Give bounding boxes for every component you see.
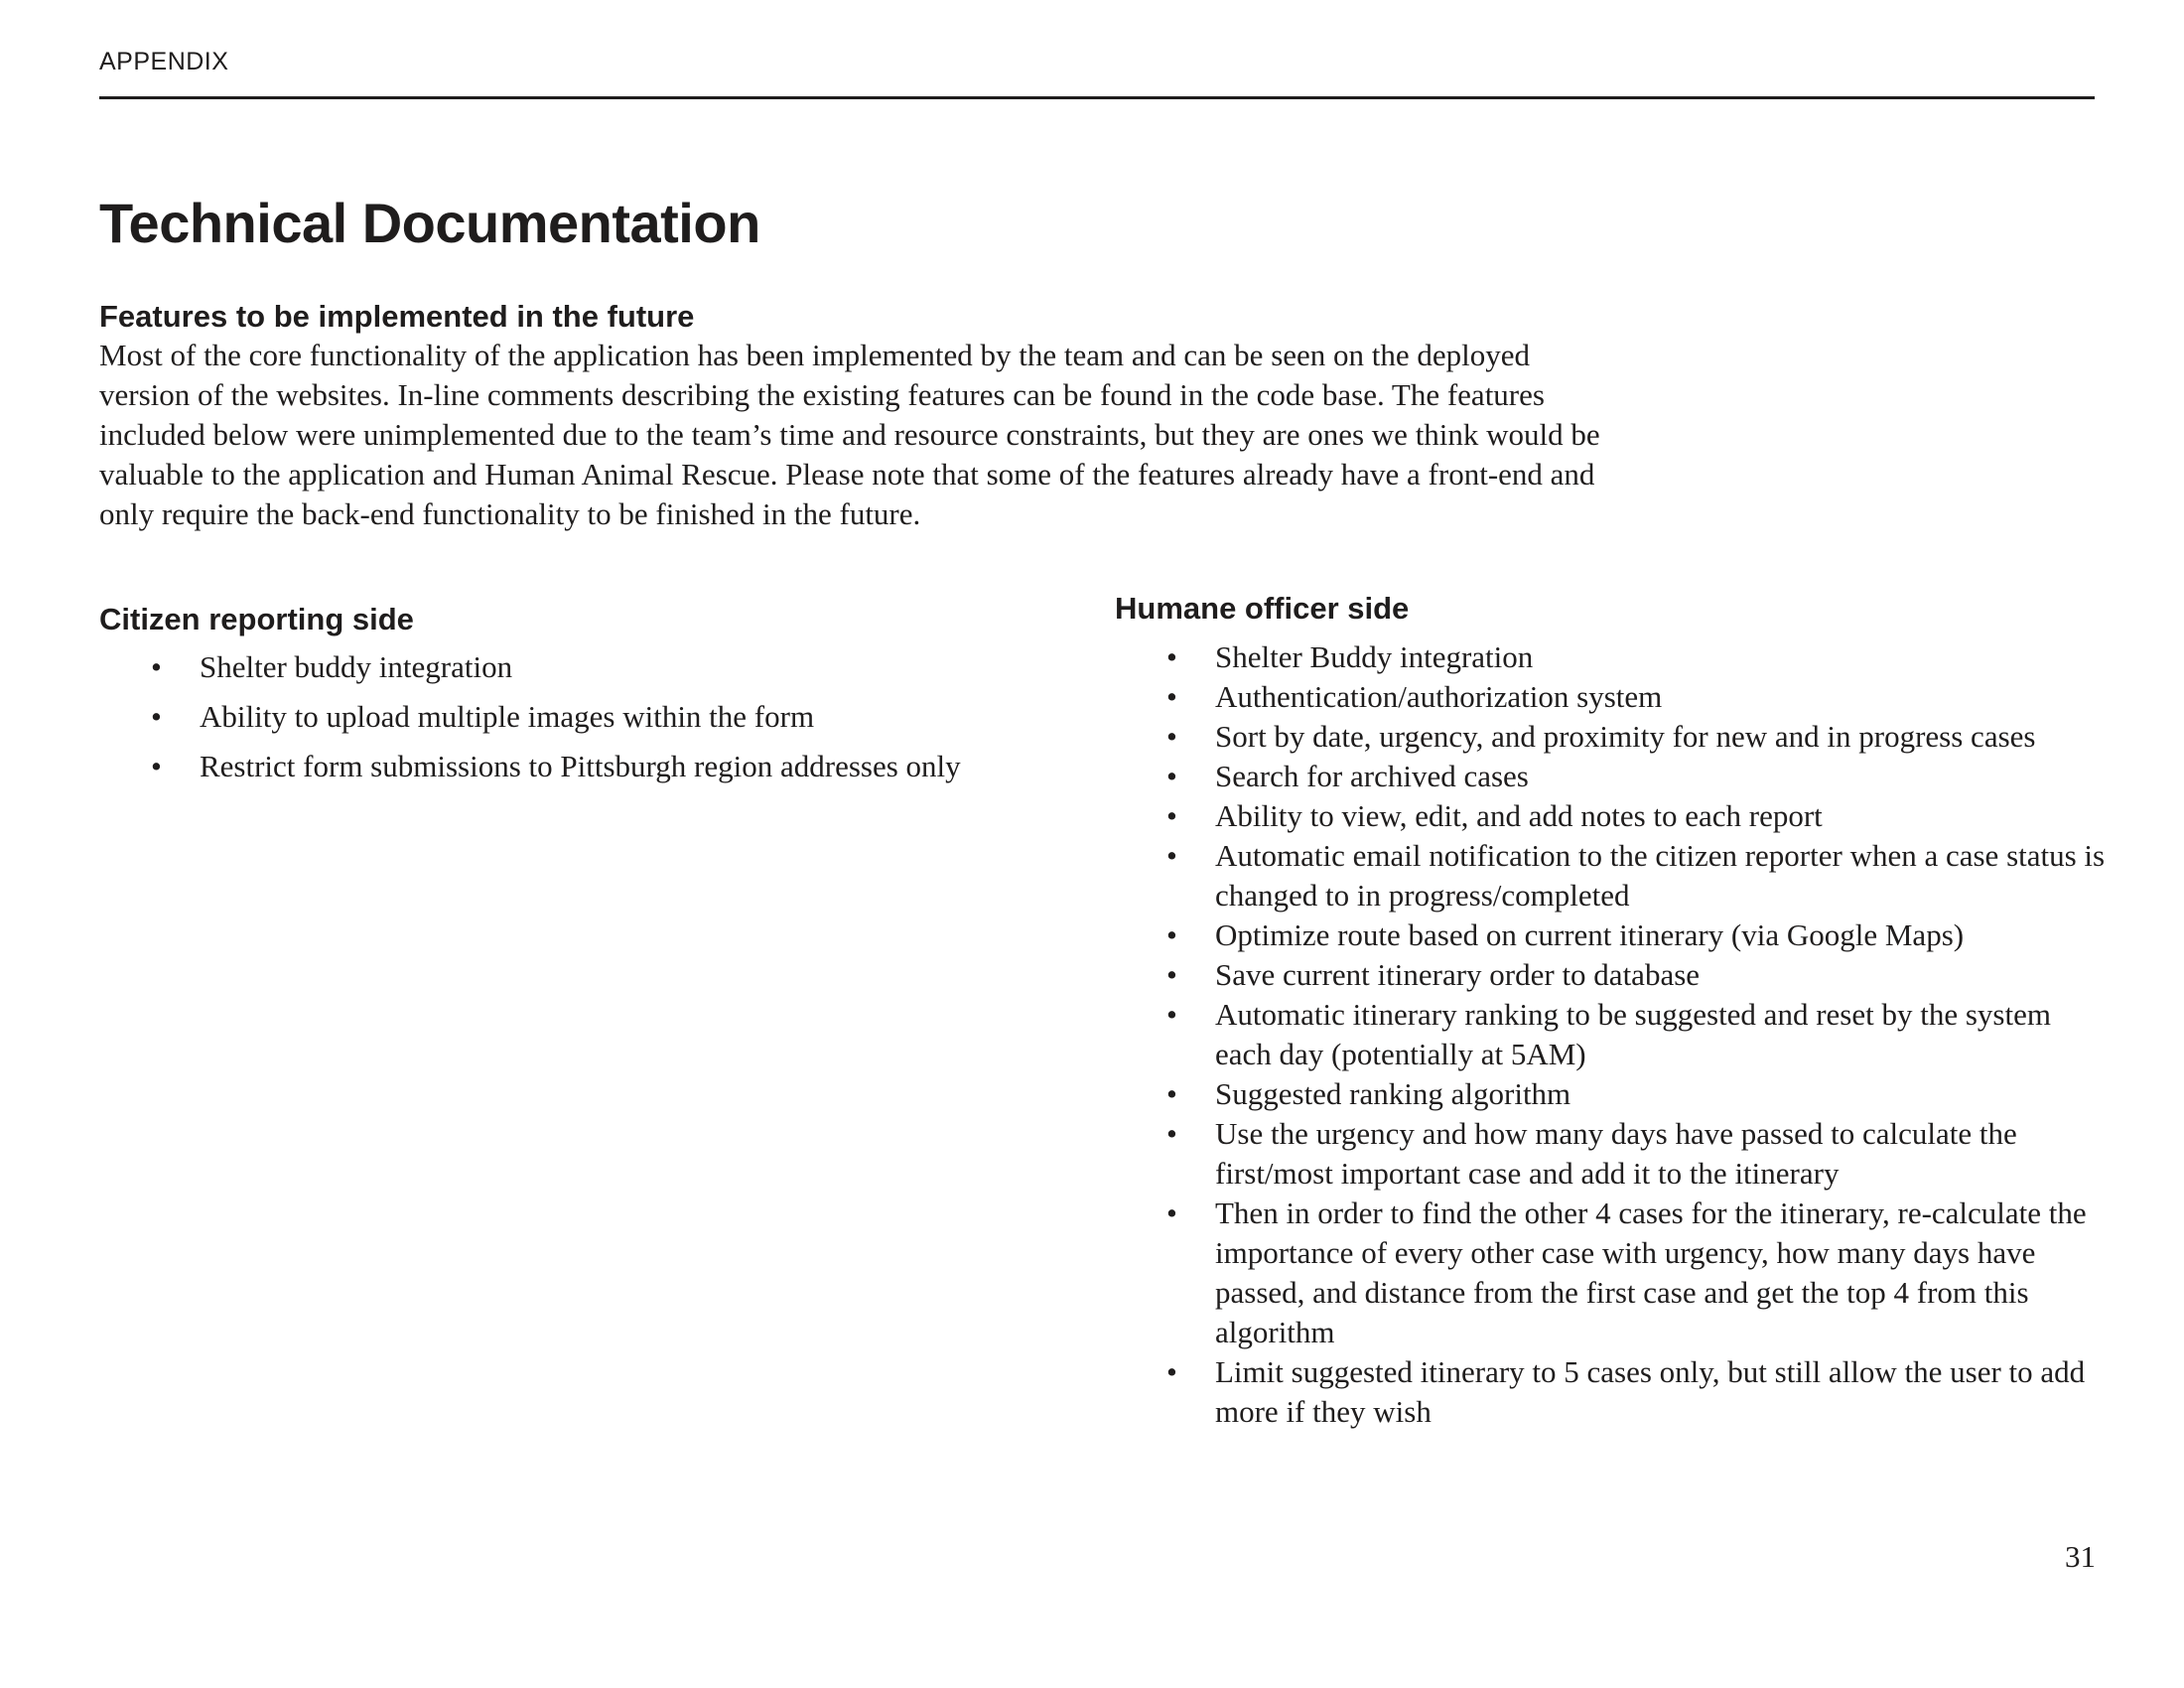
citizen-feature-list bbox=[99, 647, 1072, 796]
bullet-icon: • bbox=[1166, 997, 1177, 1032]
list-item bbox=[1115, 955, 2108, 995]
list-item bbox=[99, 647, 1072, 687]
list-item-text: Save current itinerary order to database bbox=[1215, 957, 1701, 992]
list-item-text: Ability to view, edit, and add notes to each report bbox=[1215, 798, 1823, 833]
officer-side-heading: Humane officer side bbox=[1115, 591, 1410, 626]
list-item bbox=[1115, 1352, 2108, 1432]
future-features-heading: Features to be implemented in the future bbox=[99, 299, 695, 334]
list-item-text: Then in order to find the other 4 cases for the itinerary, re-calculate the importance of every other case with urgency, how many days have passed, and distance from the first case and get the top 4 from this algorithm bbox=[1215, 1196, 2087, 1349]
list-item bbox=[1115, 717, 2108, 757]
list-item bbox=[1115, 796, 2108, 836]
bullet-icon: • bbox=[1166, 719, 1177, 754]
list-item-text: Shelter buddy integration bbox=[200, 649, 513, 684]
list-item-text: Automatic email notification to the citizen reporter when a case status is changed to in progress/completed bbox=[1215, 838, 2106, 913]
section-label: APPENDIX bbox=[99, 48, 229, 75]
page-number: 31 bbox=[2065, 1539, 2096, 1574]
bullet-icon: • bbox=[1166, 957, 1177, 992]
list-item bbox=[1115, 995, 2108, 1074]
bullet-icon: • bbox=[151, 649, 162, 684]
list-item-text: Suggested ranking algorithm bbox=[1215, 1076, 1571, 1111]
list-item-text: Shelter Buddy integration bbox=[1215, 639, 1534, 674]
bullet-icon: • bbox=[1166, 1196, 1177, 1230]
header-divider bbox=[99, 96, 2095, 99]
list-item-text: Limit suggested itinerary to 5 cases only, but still allow the user to add more if they wish bbox=[1215, 1354, 2086, 1429]
list-item-text: Use the urgency and how many days have passed to calculate the first/most important case and add it to the itinerary bbox=[1215, 1116, 2017, 1191]
bullet-icon: • bbox=[1166, 1116, 1177, 1151]
list-item-text: Authentication/authorization system bbox=[1215, 679, 1663, 714]
list-item bbox=[1115, 836, 2108, 915]
list-item-text: Ability to upload multiple images within the form bbox=[200, 699, 815, 734]
list-item-text: Automatic itinerary ranking to be suggested and reset by the system each day (potentially at 5AM) bbox=[1215, 997, 2051, 1071]
list-item-text: Optimize route based on current itinerary (via Google Maps) bbox=[1215, 917, 1965, 952]
list-item bbox=[1115, 757, 2108, 796]
list-item bbox=[1115, 915, 2108, 955]
citizen-side-heading: Citizen reporting side bbox=[99, 602, 414, 636]
page-title: Technical Documentation bbox=[99, 192, 760, 254]
bullet-icon: • bbox=[1166, 917, 1177, 952]
list-item bbox=[1115, 677, 2108, 717]
bullet-icon: • bbox=[1166, 1354, 1177, 1389]
bullet-icon: • bbox=[1166, 679, 1177, 714]
list-item bbox=[1115, 1194, 2108, 1352]
list-item bbox=[1115, 1074, 2108, 1114]
list-item-text: Sort by date, urgency, and proximity for new and in progress cases bbox=[1215, 719, 2036, 754]
bullet-icon: • bbox=[151, 749, 162, 783]
list-item-text: Search for archived cases bbox=[1215, 759, 1529, 793]
officer-feature-list bbox=[1115, 637, 2108, 1432]
list-item bbox=[99, 697, 1072, 737]
bullet-icon: • bbox=[1166, 838, 1177, 873]
bullet-icon: • bbox=[1166, 1076, 1177, 1111]
list-item bbox=[1115, 1114, 2108, 1194]
list-item-text: Restrict form submissions to Pittsburgh region addresses only bbox=[200, 749, 961, 783]
intro-paragraph: Most of the core functionality of the application has been implemented by the team and can be seen on the deployed version of the websites. In-line comments describing the existing features can be found in the code base. The features included below were unimplemented due to the team’s time and resource constraints, but they are ones we think would be valuable to the application and Human Animal Rescue. Please note that some of the features already have a front-end and only require the back-end functionality to be finished in the future. bbox=[99, 338, 1600, 531]
bullet-icon: • bbox=[1166, 759, 1177, 793]
bullet-icon: • bbox=[1166, 639, 1177, 674]
list-item bbox=[1115, 637, 2108, 677]
bullet-icon: • bbox=[1166, 798, 1177, 833]
bullet-icon: • bbox=[151, 699, 162, 734]
list-item bbox=[99, 747, 1072, 786]
